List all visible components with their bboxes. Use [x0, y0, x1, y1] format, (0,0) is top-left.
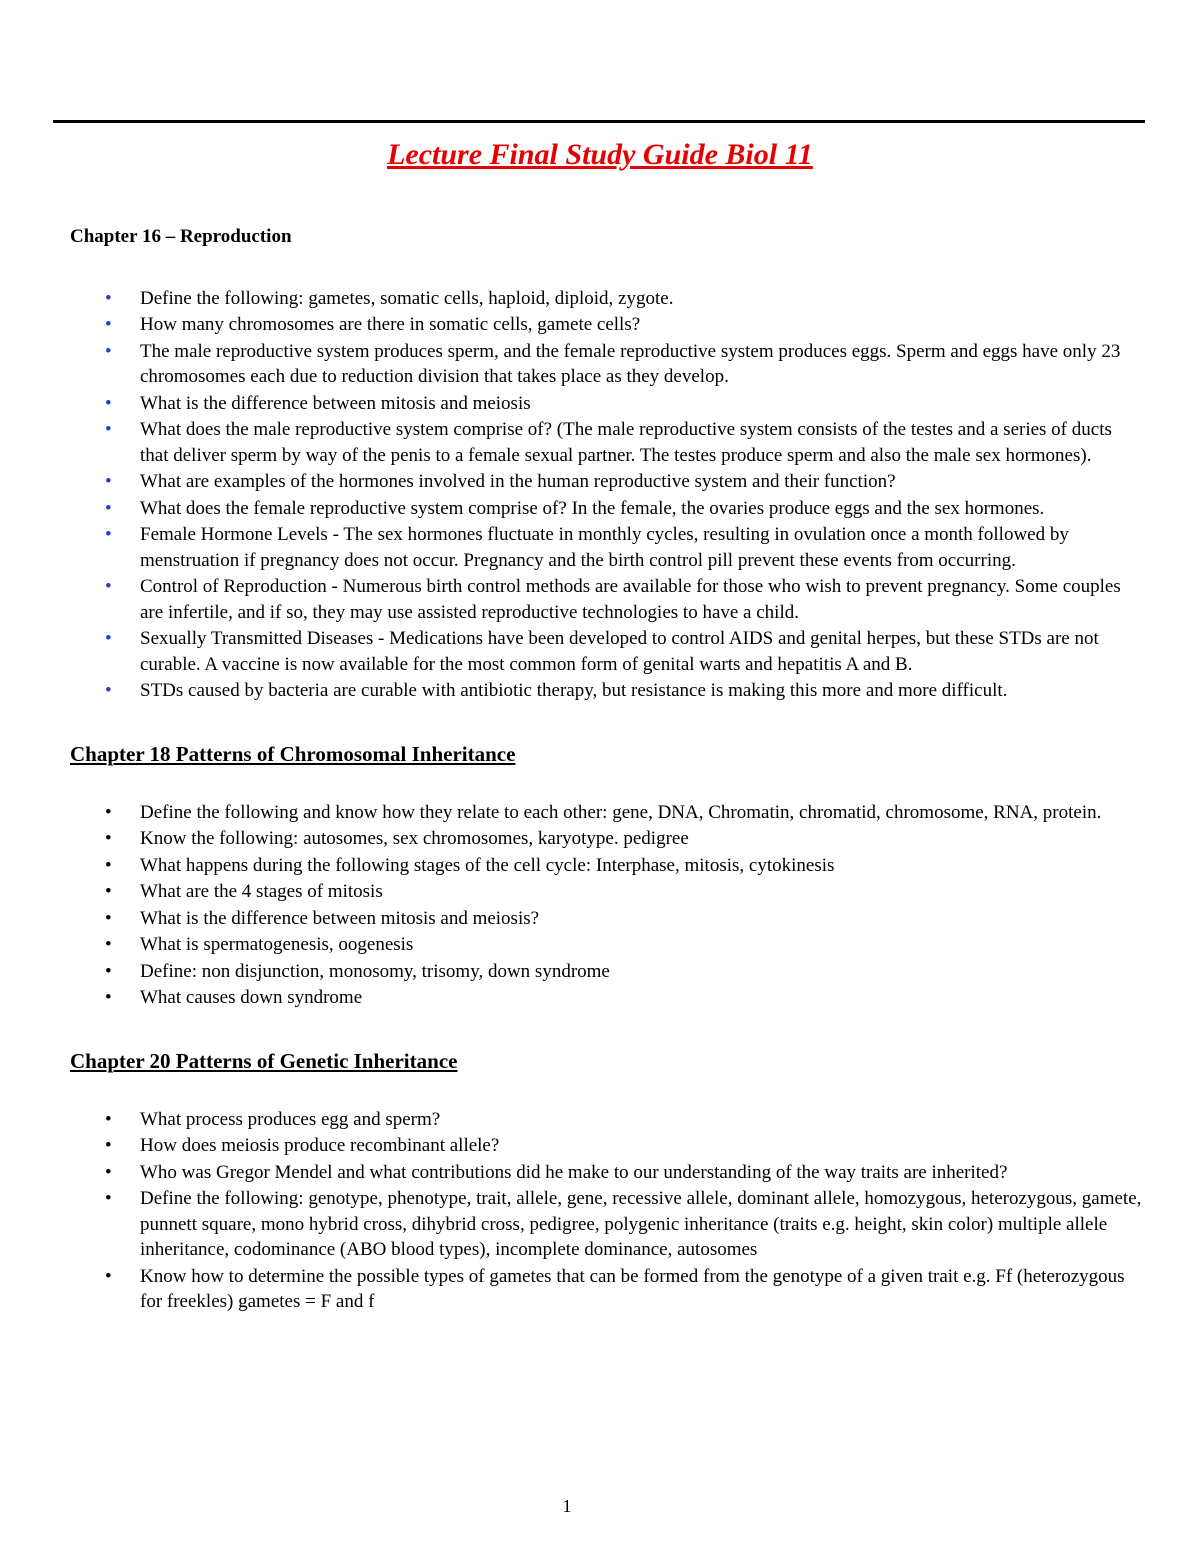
list-item: • What are the 4 stages of mitosis: [70, 879, 1145, 905]
bullet-icon: •: [105, 419, 112, 440]
bullet-icon: •: [105, 907, 112, 929]
list-item: • What does the male reproductive system comprise of? (The male reproductive system consists of the testes and a series of ducts that deliver sperm by way of the penis to a female sexual partner. The testes produce sperm and also the male sex hormones).: [105, 419, 1112, 466]
list-item: • Who was Gregor Mendel and what contributions did he make to our understanding of the way traits are inherited?: [70, 1160, 1145, 1186]
bullet-icon: •: [105, 392, 112, 414]
bullet-icon: •: [105, 287, 112, 309]
bullet-icon: •: [105, 1265, 112, 1287]
bullet-icon: •: [105, 801, 112, 823]
list-item: • STDs caused by bacteria are curable with antibiotic therapy, but resistance is making this more and more difficult.: [70, 678, 1145, 704]
chapter-18-list: [70, 800, 1145, 1011]
bullet-icon: •: [105, 628, 112, 649]
document-title: Lecture Final Study Guide Biol 11: [387, 138, 813, 171]
bullet-icon: •: [105, 497, 112, 519]
bullet-icon: •: [105, 314, 112, 335]
chapter-16-heading: Chapter 16 – Reproduction: [70, 226, 292, 247]
list-item: • What are examples of the hormones involved in the human reproductive system and their function?: [70, 469, 1145, 495]
chapter-20-heading: Chapter 20 Patterns of Genetic Inheritance: [70, 1048, 458, 1073]
list-item: • Know the following: autosomes, sex chromosomes, karyotype. pedigree: [70, 826, 1145, 852]
list-item: • Define the following: genotype, phenotype, trait, allele, gene, recessive allele, dominant allele, homozygous, heterozygous, gamete, punnett square, mono hybrid cross, dihybrid cross, pedigree, polygenic inheritance (traits e.g. height, skin color) multiple allele inheritance, codominance (ABO blood types), incomplete dominance, autosomes: [105, 1188, 1142, 1260]
document-body: [70, 224, 1145, 1351]
list-item: • Female Hormone Levels - The sex hormones fluctuate in monthly cycles, resulting in ovulation once a month followed by menstruation if pregnancy does not occur. Pregnancy and the birth control pill prevent these events from occurring.: [105, 524, 1069, 571]
chapter-20-list: [70, 1107, 1145, 1315]
bullet-icon: •: [105, 1108, 112, 1130]
bullet-icon: •: [105, 828, 112, 849]
list-item: • Define: non disjunction, monosomy, trisomy, down syndrome: [70, 959, 1145, 985]
list-item: • What happens during the following stages of the cell cycle: Interphase, mitosis, cytokinesis: [70, 853, 1145, 879]
list-item: • Control of Reproduction - Numerous birth control methods are available for those who wish to prevent pregnancy. Some couples are infertile, and if so, they may use assisted reproductive technologies to have a child.: [105, 576, 1121, 623]
bullet-icon: •: [105, 576, 112, 597]
list-item: • Know how to determine the possible types of gametes that can be formed from the genotype of a given trait e.g. Ff (heterozygous for freekles) gametes = F and f: [105, 1265, 1125, 1312]
list-item: • Define the following: gametes, somatic cells, haploid, diploid, zygote.: [70, 286, 1145, 312]
top-horizontal-rule: [53, 120, 1145, 123]
list-item: • How does meiosis produce recombinant allele?: [70, 1133, 1145, 1159]
list-item: • What does the female reproductive system comprise of? In the female, the ovaries produce eggs and the sex hormones.: [70, 496, 1145, 522]
bullet-icon: •: [105, 881, 112, 902]
list-item: • Sexually Transmitted Diseases - Medications have been developed to control AIDS and genital herpes, but these STDs are not curable. A vaccine is now available for the most common form of genital warts and hepatitis A and B.: [105, 628, 1099, 675]
bullet-icon: •: [105, 854, 112, 876]
list-item: • What process produces egg and sperm?: [70, 1107, 1145, 1133]
bullet-icon: •: [105, 524, 112, 545]
list-item: • What is the difference between mitosis and meiosis: [70, 391, 1145, 417]
bullet-icon: •: [105, 680, 112, 701]
list-item: • Define the following and know how they relate to each other: gene, DNA, Chromatin, chromatid, chromosome, RNA, protein.: [70, 800, 1145, 826]
bullet-icon: •: [105, 1135, 112, 1156]
list-item: • What is spermatogenesis, oogenesis: [70, 932, 1145, 958]
chapter-16-list: [70, 286, 1145, 704]
bullet-icon: •: [105, 1188, 112, 1209]
chapter-18-heading: Chapter 18 Patterns of Chromosomal Inheritance: [70, 741, 516, 766]
page-number: 1: [562, 1496, 572, 1516]
list-item: • The male reproductive system produces sperm, and the female reproductive system produces eggs. Sperm and eggs have only 23 chromosomes each due to reduction division that takes place as they develop.: [105, 340, 1121, 387]
list-item: • What causes down syndrome: [70, 985, 1145, 1011]
list-item: • How many chromosomes are there in somatic cells, gamete cells?: [70, 312, 1145, 338]
bullet-icon: •: [105, 340, 112, 362]
bullet-icon: •: [105, 471, 112, 492]
bullet-icon: •: [105, 960, 112, 982]
bullet-icon: •: [105, 934, 112, 955]
bullet-icon: •: [105, 987, 112, 1008]
list-item: • What is the difference between mitosis and meiosis?: [70, 906, 1145, 932]
bullet-icon: •: [105, 1161, 112, 1183]
